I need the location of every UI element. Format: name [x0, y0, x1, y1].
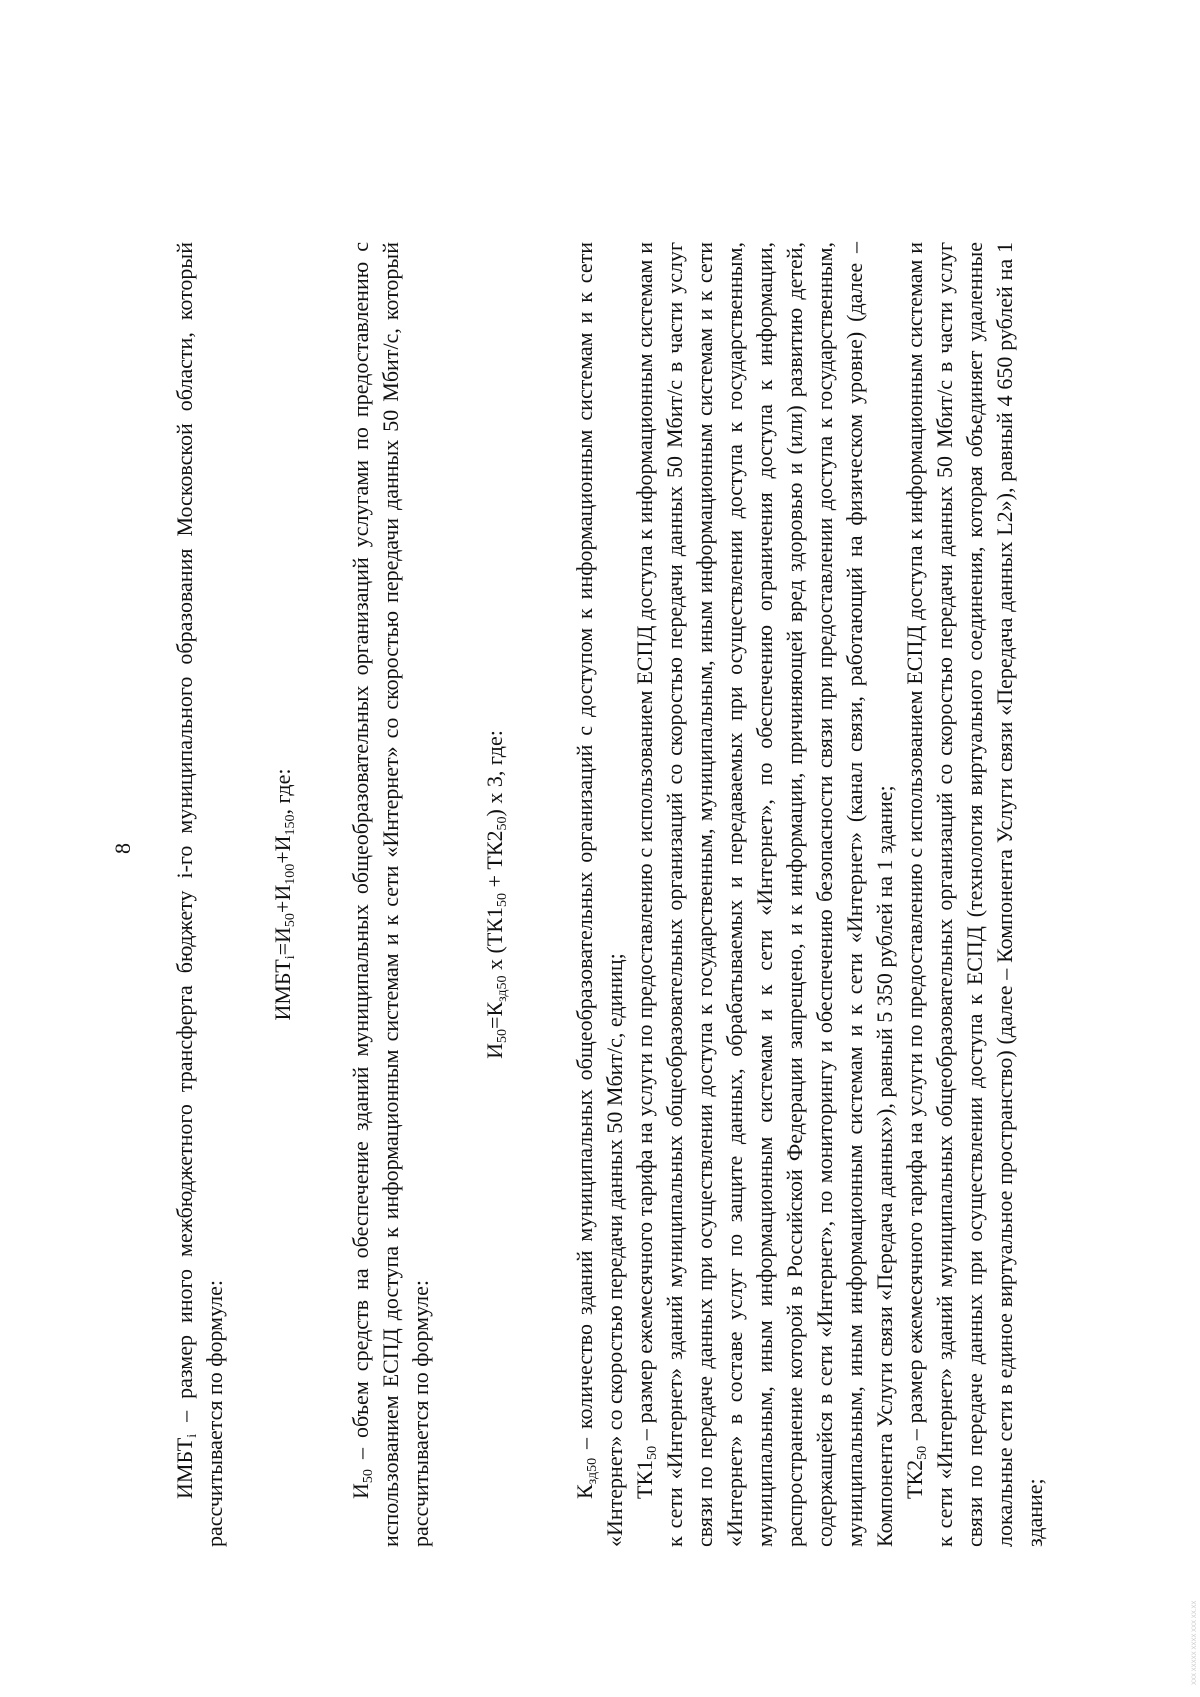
paragraph-i50-definition: $И_{50}$ – объем средств на обеспечение зданий муниципальных общеобразовательных организаций услугами по предоставлению с использованием ЕСПД доступа к информационным системам и к сети «Интернет» со скоростью передачи данных 50 Мбит/с, который рассчитывается по формуле: [348, 242, 433, 1547]
document-body [170, 242, 1050, 1547]
symbol: ТК2 [902, 1459, 927, 1499]
paragraph-text: – размер иного межбюджетного трансферта бюджету i-го муниципального образования Московской области, который рассчитывается по формуле: [172, 242, 227, 1547]
paragraph-kzd50-definition: $К_{зд50}$ – количество зданий муниципальных общеобразовательных организаций с доступом к информационным системам и к сети «Интернет» со скоростью передачи данных 50 Мбит/с, единиц; [572, 242, 627, 1547]
footer-stamp: ХХХ ХХХХХ ХХХХ ХХХ ХХ.ХХ [1192, 1600, 1198, 1685]
paragraph-imbt-definition: $ИМБТ_i$ – размер иного межбюджетного трансферта бюджету i-го муниципального образования Московской области, который рассчитывается по формуле: [172, 242, 227, 1547]
formula-imbt: $ИМБТ_i=И_{50}+И_{100}+И_{150}$, где: [270, 768, 298, 1021]
paragraph-text: – размер ежемесячного тарифа на услуги по предоставлению с использованием ЕСПД доступа к информационным системам и к сети «Интернет» зданий муниципальных общеобразовательных организаций со скоростью передачи данных 50 Мбит/с в части услуг связи по передаче данных при осуществлении доступа к государственным, муниципальным, иным информационным системам и к сети «Интернет» в составе услуг по защите данных, обрабатываемых и передаваемых при осуществлении доступа к государственным, муниципальным, иным информационным системам и к сети «Интернет», по обеспечению ограничения доступа к информации, распространение которой в Российской Федерации запрещено, и к информации, причиняющей вред здоровью и (или) развитию детей, содержащейся в сети «Интернет», по мониторингу и обеспечению безопасности связи при предоставлении доступа к государственным, муниципальным, иным информационным системам и к сети «Интернет» (канал связи, работающий на физическом уровне) (далее – Компонента Услуги связи «Передача данных»), равный 5 350 рублей на 1 здание; [632, 242, 897, 1547]
paragraph-tk1-definition: $ТК1_{50}$ – размер ежемесячного тарифа на услуги по предоставлению с использованием ЕСПД доступа к информационным системам и к сети «Интернет» зданий муниципальных общеобразовательных организаций со скоростью передачи данных 50 Мбит/с в части услуг связи по передаче данных при осуществлении доступа к государственным, муниципальным, иным информационным системам и к сети «Интернет» в составе услуг по защите данных, обрабатываемых и передаваемых при осуществлении доступа к государственным, муниципальным, иным информационным системам и к сети «Интернет», по обеспечению ограничения доступа к информации, распространение которой в Российской Федерации запрещено, и к информации, причиняющей вред здоровью и (или) развитию детей, содержащейся в сети «Интернет», по мониторингу и обеспечению безопасности связи при предоставлении доступа к государственным, муниципальным, иным информационным системам и к сети «Интернет» (канал связи, работающий на физическом уровне) (далее – Компонента Услуги связи «Передача данных»), равный 5 350 рублей на 1 здание; [632, 242, 897, 1547]
paragraph-tk2-definition: $ТК2_{50}$ – размер ежемесячного тарифа на услуги по предоставлению с использованием ЕСПД доступа к информационным системам и к сети «Интернет» зданий муниципальных общеобразовательных организаций со скоростью передачи данных 50 Мбит/с в части услуг связи по передаче данных при осуществлении доступа к ЕСПД (технология виртуального соединения, которая объединяет удаленные локальные сети в единое виртуальное пространство) (далее – Компонента Услуги связи «Передача данных L2»), равный 4 650 рублей на 1 здание; [902, 242, 1047, 1547]
paragraph-text: – размер ежемесячного тарифа на услуги по предоставлению с использованием ЕСПД доступа к информационным системам и к сети «Интернет» зданий муниципальных общеобразовательных организаций со скоростью передачи данных 50 Мбит/с в части услуг связи по передаче данных при осуществлении доступа к ЕСПД (технология виртуального соединения, которая объединяет удаленные локальные сети в единое виртуальное пространство) (далее – Компонента Услуги связи «Передача данных L2»), равный 4 650 рублей на 1 здание; [902, 242, 1047, 1547]
paragraph-text: – количество зданий муниципальных общеобразовательных организаций с доступом к информационным системам и к сети «Интернет» со скоростью передачи данных 50 Мбит/с, единиц; [572, 242, 627, 1547]
symbol: ИМБТ [172, 1437, 197, 1499]
page-number: 8 [110, 843, 135, 854]
formula-i50: $И_{50}=К_{зд50}$ х $(ТК1_{50} + ТК2_{50})$ х 3, где: [482, 730, 510, 1059]
symbol: И [348, 1483, 373, 1499]
symbol: ТК1 [632, 1459, 657, 1499]
paragraph-text: – объем средств на обеспечение зданий муниципальных общеобразовательных организаций услугами по предоставлению с использованием ЕСПД доступа к информационным системам и к сети «Интернет» со скоростью передачи данных 50 Мбит/с, который рассчитывается по формуле: [348, 242, 433, 1547]
symbol: К [572, 1484, 597, 1499]
